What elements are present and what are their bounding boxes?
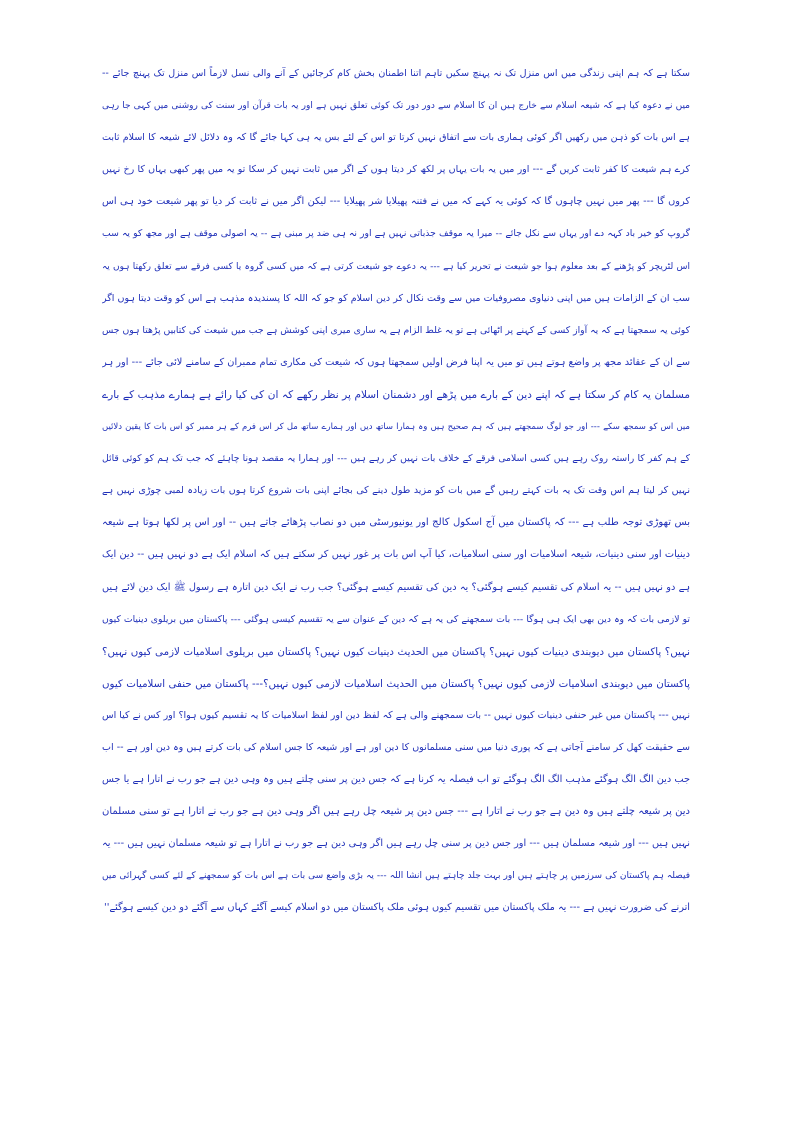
text-line: اترنے کی ضرورت نہیں ہے --- یہ ملک پاکستان میں تقسیم کیوں ہوئی ملک پاکستان میں دو اسلام کیسے آگئے کہاں سے آگئے دو دین کیسے ہوگئے'' — [104, 902, 690, 914]
text-line: نہیں ہیں --- اور شیعہ مسلمان ہیں --- اور جس دین پر سنی چل رہے ہیں اگر وہی دین ہے جو رب نے اتارا ہے تو شیعہ مسلمان نہیں ہیں --- یہ — [102, 838, 690, 850]
urdu-text-body — [102, 58, 690, 925]
text-line: سکتا ہے کہ ہم اپنی زندگی میں اس منزل تک نہ پہنچ سکیں تاہم اتنا اطمنان بخش کام کرجائیں کے آنے والی نسل لازماً اس منزل تک پہنچ جائے -- — [102, 68, 690, 79]
text-line: نہیں؟ پاکستان میں دیوبندی دینیات کیوں نہیں؟ پاکستان میں الحدیث دینیات کیوں نہیں؟ پاکستان میں بریلوی اسلامیات لازمی کیوں نہیں؟ — [102, 645, 690, 658]
text-line: کرے ہم شیعت کا کفر ثابت کریں گے --- اور میں یہ بات یہاں پر لکھ کر دیتا ہوں کے اگر میں ثابت نہیں کر سکا تو یہ میں پھر کبھی یہاں کا رخ نہیں — [102, 164, 690, 176]
text-line: نہیں کر لیتا ہم اس وقت تک یہ بات کہتے رہیں گے میں بات کو مزید طول دینے کی بجائے اپنی بات شروع کرتا ہوں بات زیادہ لمبی چوڑی نہیں ہے — [102, 485, 690, 497]
text-line: مسلمان یہ کام کر سکتا ہے کہ اپنے دین کے بارے میں پڑھے اور دشمنان اسلام پر نظر رکھے کہ ان کی کیا رائے ہے ہمارے مذہب کے بارے — [102, 388, 690, 401]
text-line: اس لٹریچر کو پڑھنے کے بعد معلوم ہوا جو شیعت نے تحریر کیا ہے --- یہ دعوے جو شیعت کرتی ہے کہ میں کسی گروہ یا کسی فرقے سے تعلق رکھتا ہوں یہ — [102, 261, 690, 272]
text-line: کے ہم کفر کا راستہ روک رہے ہیں کسی اسلامی فرقے کے خلاف بات نہیں کر رہے ہیں --- اور ہمارا یہ مقصد ہونا چاہئے کہ جب تک ہم کو کوئی قائل — [102, 453, 690, 465]
text-line: جب دین الگ الگ ہوگئے مذہب الگ الگ ہوگئے تو اب فیصلہ یہ کرنا ہے کہ جس دین پر سنی چلتے ہیں وہ وہی دین ہے جو رب نے اتارا ہے یا جس — [102, 774, 690, 786]
text-line: ہے اس بات کو ذہن میں رکھیں اگر کوئی ہماری بات سے اتفاق نہیں کرتا تو اس کے لئے بس یہ ہی کہا جائے گا کہ وہ دلائل لائے شیعہ کا اسلام ثابت — [102, 132, 690, 144]
text-line: گروپ کو خیر باد کہہ دے اور یہاں سے نکل جائے -- میرا یہ موقف جذباتی نہیں ہے اور نہ ہی ضد پر مبنی ہے -- یہ اصولی موقف ہے اور مجھ کو یہ سب — [102, 228, 690, 240]
text-line: نہیں --- پاکستان میں غیر حنفی دینیات کیوں نہیں -- بات سمجھنے والی ہے کہ لفظ دین اور لفظ اسلامیات کا یہ تقسیم کیوں ہوا؟ اور کس نے کیا اس — [102, 709, 690, 721]
text-line: فیصلہ ہم پاکستان کی سرزمیں پر چاہتے ہیں اور بہت جلد چاہتے ہیں انشا اللہ --- یہ بڑی واضع سی بات ہے اس بات کو سمجھنے کے لئے کسی گہرائی میں — [102, 871, 690, 882]
text-line: تو لازمی بات کہ وہ دین بھی ایک ہی ہوگا --- بات سمجھنے کی یہ ہے کہ دین کے عنوان سے یہ تقسیم کیسی ہوگئی --- پاکستان میں بریلوی دینیات کیوں — [102, 613, 690, 625]
text-line: دین پر شیعہ چلتے ہیں وہ دین ہے جو رب نے اتارا ہے --- جس دین پر شیعہ چل رہے ہیں اگر وہی دین ہے جو رب نے اتارا ہے تو سنی مسلمان — [102, 806, 690, 818]
text-line: میں نے دعوہ کیا ہے کہ شیعہ اسلام سے خارج ہیں ان کا اسلام سے دور دور تک کوئی تعلق نہیں ہے اور یہ بات قرآن اور سنت کی روشنی میں کہی جا رہی — [102, 101, 690, 112]
text-line: ہے دو نہیں ہیں -- یہ اسلام کی تقسیم کیسے ہوگئی؟ یہ دین کی تقسیم کیسے ہوگئی؟ جب رب نے ایک دین اتارہ ہے رسول ﷺ ایک دین لائے ہیں — [102, 581, 690, 593]
text-line: کروں گا --- پھر میں نہیں چاہوں گا کہ کوئی یہ کہے کہ میں نے فتنہ پھیلایا شر پھیلایا --- لیکن اگر میں نے ثابت کر دیا تو پھر شیعت خود ہی اس — [102, 196, 690, 208]
text-line: سے ان کے عقائد مجھ پر واضع ہوتے ہیں تو میں یہ اپنا فرض اولیں سمجھتا ہوں کہ شیعت کی مکاری تمام ممبران کے سامنے لائی جائے --- اور ہر — [102, 356, 690, 368]
text-line: پاکستان میں دیوبندی اسلامیات لازمی کیوں نہیں؟ پاکستان میں الحدیث اسلامیات لازمی کیوں نہیں؟--- پاکستان میں حنفی اسلامیات کیوں — [102, 677, 690, 690]
text-line: میں اس کو سمجھ سکے --- اور جو لوگ سمجھتے ہیں کہ ہم صحیح ہیں وہ ہمارا ساتھ دیں اور ہمارے ساتھ مل کر اس فرم کے ہر ممبر کو اس بات کا یقین دلائیں — [102, 422, 690, 433]
text-line: سے حقیقت کھل کر سامنے آجاتی ہے کہ پوری دنیا میں سنی مسلمانوں کا دین اور ہے اور شیعہ کا جس اسلام کی بات کرتے ہیں وہ دین اور ہے -- اب — [102, 741, 690, 753]
text-line: سب ان کے الزامات ہیں میں اپنی دنیاوی مصروفیات میں سے وقت نکال کر دین اسلام کو جو کہ اللہ کا پسندیدہ مذہب ہے اس کو وقت دیتا ہوں اگر — [102, 292, 690, 304]
text-line: کوئی یہ سمجھتا ہے کہ یہ آواز کسی کے کہنے پر اٹھائی ہے تو یہ غلط الزام ہے یہ ساری میری اپنی کوشش ہے جب میں شیعت کی کتابیں پڑھتا ہوں جس — [102, 324, 690, 336]
text-line: دینیات اور سنی دینیات، شیعہ اسلامیات اور سنی اسلامیات، کیا آپ اس بات پر غور نہیں کر سکتے ہیں کہ اسلام ایک ہے دو نہیں ہیں -- دین ایک — [102, 549, 690, 561]
text-line: بس تھوڑی توجہ طلب ہے --- کہ پاکستان میں آج اسکول کالج اور یونیورسٹی میں دو نصاب پڑھائے جاتے ہیں -- اور اس پر لکھا ہوتا ہے شیعہ — [102, 517, 690, 529]
